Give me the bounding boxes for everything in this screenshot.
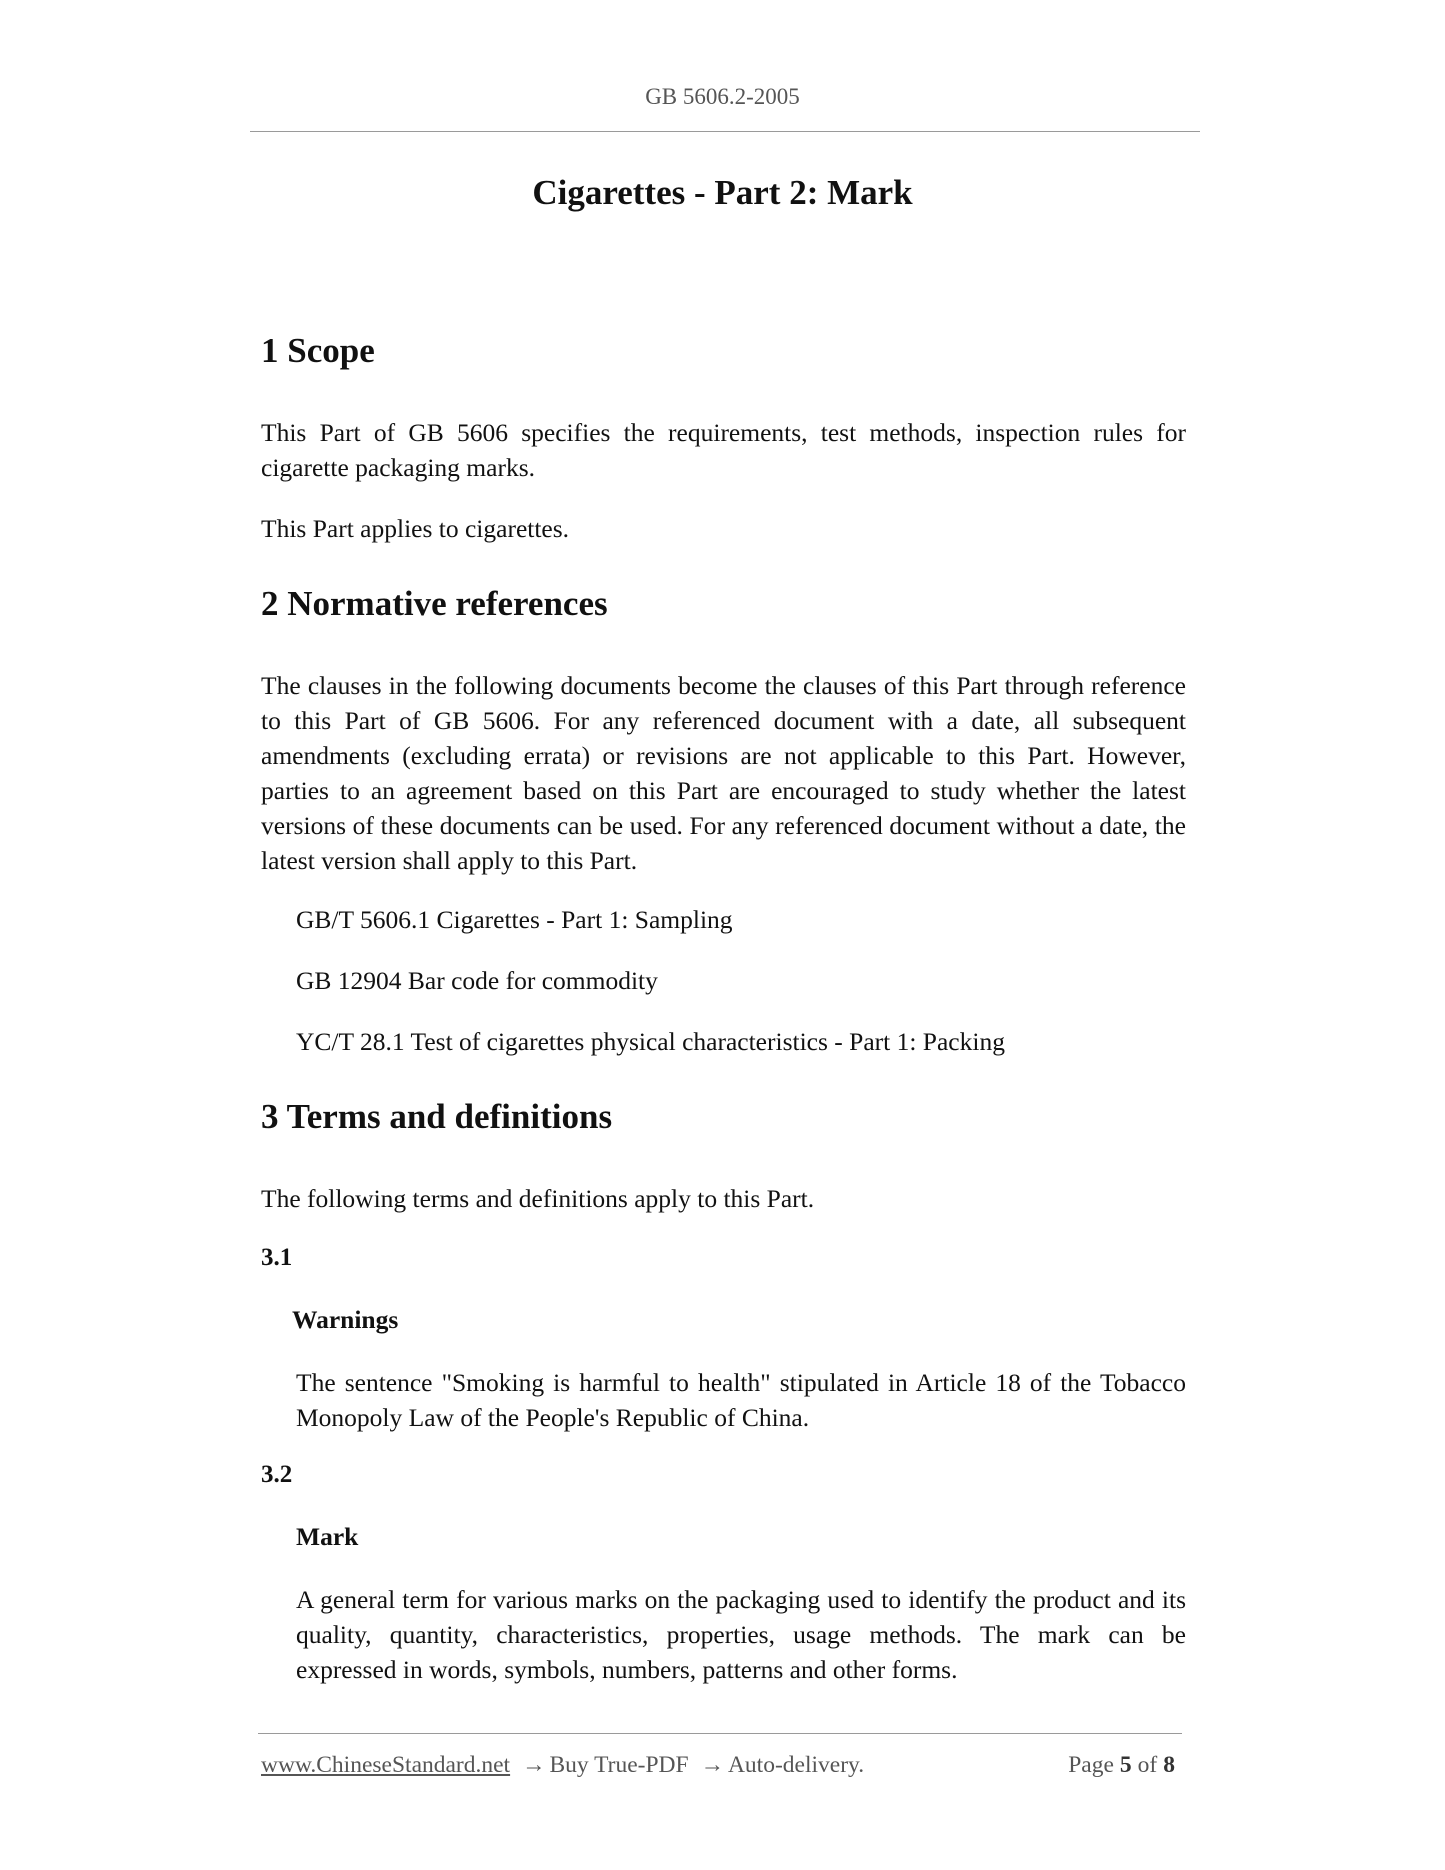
site-link[interactable]: www.ChineseStandard.net	[261, 1752, 511, 1778]
reference-item: GB/T 5606.1 Cigarettes - Part 1: Sampling	[296, 905, 733, 934]
of-label: of	[1137, 1752, 1158, 1778]
term-definition: A general term for various marks on the packaging used to identify the product and its quality, quantity, characteristics, properties, usage methods. The mark can be expressed in words, symbols, numbers, patterns and other forms.	[296, 1585, 1186, 1684]
scope-paragraph-2: This Part applies to cigarettes.	[261, 514, 570, 543]
reference-item: YC/T 28.1 Test of cigarettes physical characteristics - Part 1: Packing	[296, 1027, 1005, 1056]
term-definition: The sentence "Smoking is harmful to health" stipulated in Article 18 of the Tobacco Monopoly Law of the People's Republic of China.	[296, 1368, 1186, 1432]
page-total: 8	[1163, 1752, 1175, 1778]
term-name: Mark	[296, 1522, 359, 1551]
auto-delivery-text: Auto-delivery.	[727, 1752, 865, 1778]
footer-divider	[258, 1733, 1182, 1734]
term-number: 3.1	[261, 1244, 293, 1271]
arrow-right-icon: →	[521, 1752, 546, 1778]
arrow-right-icon: →	[700, 1752, 724, 1778]
page-label: Page	[1068, 1752, 1114, 1778]
term-number: 3.2	[261, 1461, 293, 1488]
section-heading-scope: 1 Scope	[261, 331, 375, 370]
running-header: GB 5606.2-2005	[645, 84, 800, 109]
page-current: 5	[1119, 1752, 1132, 1778]
term-name: Warnings	[292, 1305, 399, 1334]
reference-item: GB 12904 Bar code for commodity	[296, 966, 658, 995]
terms-intro: The following terms and definitions apply to this Part.	[261, 1184, 815, 1213]
buy-pdf-text: Buy True-PDF	[549, 1752, 689, 1778]
page-indicator	[1068, 1752, 1181, 1779]
normative-references-paragraph: The clauses in the following documents become the clauses of this Part through reference to this Part of GB 5606. For any referenced document with a date, all subsequent amendments (excluding errata) or revisions are not applicable to this Part. However, parties to an agreement based on this Part are encouraged to study whether the latest versions of these documents can be used. For any referenced document without a date, the latest version shall apply to this Part.	[261, 671, 1186, 875]
scope-paragraph-1: This Part of GB 5606 specifies the requirements, test methods, inspection rules for cigarette packaging marks.	[261, 418, 1186, 482]
page-footer	[261, 1752, 1181, 1779]
section-heading-normative-references: 2 Normative references	[261, 584, 608, 623]
section-heading-terms-definitions: 3 Terms and definitions	[261, 1097, 613, 1136]
header-divider	[250, 131, 1200, 132]
document-title: Cigarettes - Part 2: Mark	[532, 173, 913, 212]
